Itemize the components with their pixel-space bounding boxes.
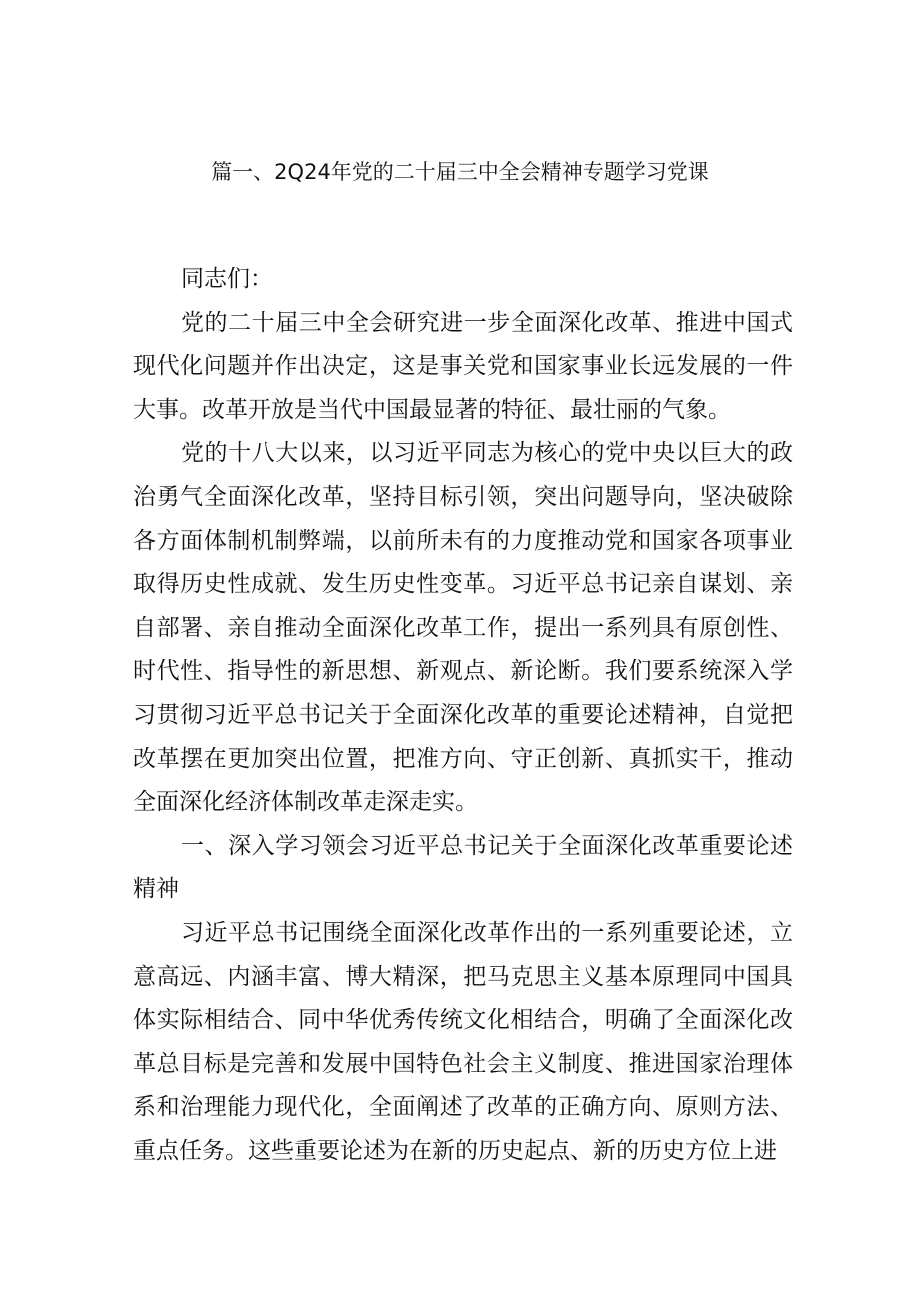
background-paragraph: 党的十八大以来，以习近平同志为核心的党中央以巨大的政治勇气全面深化改革，坚持目标引领，突出问题导向，坚决破除各方面体制机制弊端，以前所未有的力度推动党和国家各项事业取得历史性成就、发生历史性变革。习近平总书记亲自谋划、亲自部署、亲自推动全面深化改革工作，提出一系列具有原创性、时代性、指导性的新思想、新观点、新论断。我们要系统深入学习贯彻习近平总书记关于全面深化改革的重要论述精神，自觉把改革摆在更加突出位置，把准方向、守正创新、真抓实干，推动全面深化经济体制改革走深走实。 bbox=[133, 440, 793, 816]
salutation-paragraph: 同志们： bbox=[181, 266, 273, 292]
section-1-paragraph: 习近平总书记围绕全面深化改革作出的一系列重要论述，立意高远、内涵丰富、博大精深，把马克思主义基本原理同中国具体实际相结合、同中华优秀传统文化相结合，明确了全面深化改革总目标是完善和发展中国特色社会主义制度、推进国家治理体系和治理能力现代化，全面阐述了改革的正确方向、原则方法、重点任务。这些重要论述为在新的历史起点、新的历史方位上进 bbox=[133, 919, 793, 1164]
section-heading-1: 一、深入学习领会习近平总书记关于全面深化改革重要论述精神 bbox=[133, 832, 793, 903]
document-body bbox=[133, 258, 793, 1173]
intro-paragraph: 党的二十届三中全会研究进一步全面深化改革、推进中国式现代化问题并作出决定，这是事关党和国家事业长远发展的一件大事。改革开放是当代中国最显著的特征、最壮丽的气象。 bbox=[133, 309, 793, 423]
document-title: 篇一、2Q24年党的二十届三中全会精神专题学习党课 bbox=[211, 160, 709, 184]
